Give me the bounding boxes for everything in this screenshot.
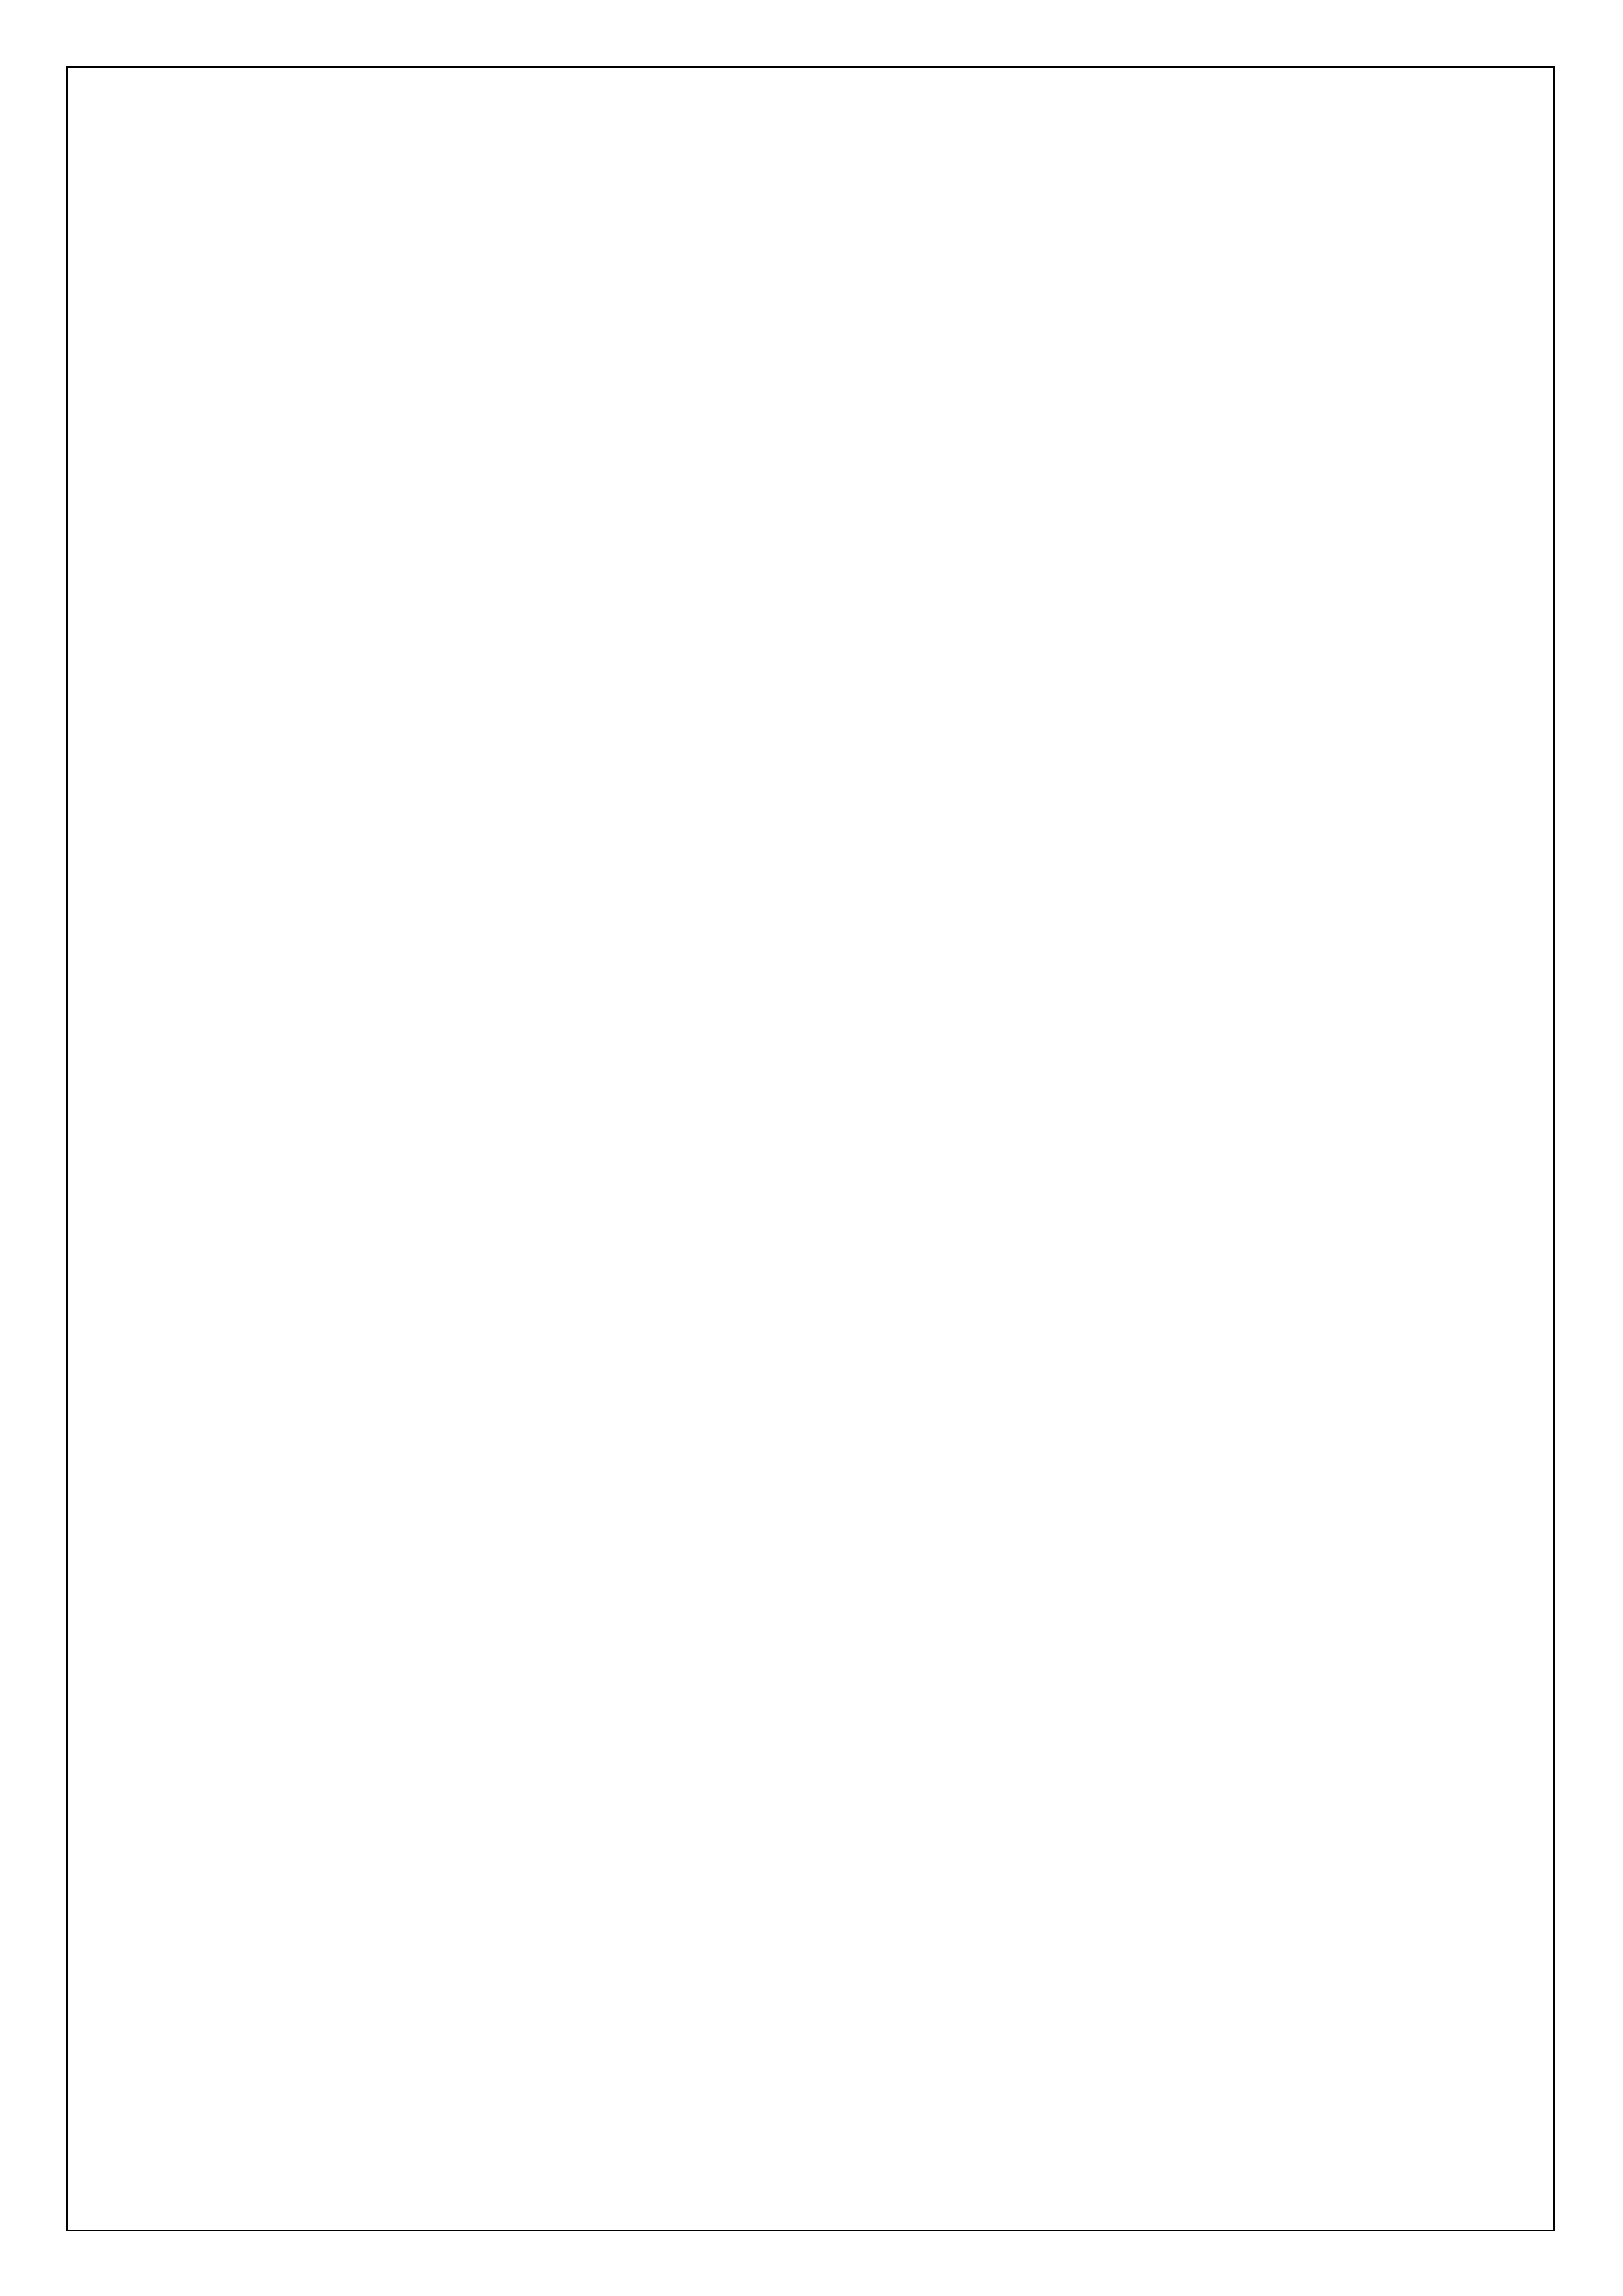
page-frame [66, 66, 1555, 2231]
